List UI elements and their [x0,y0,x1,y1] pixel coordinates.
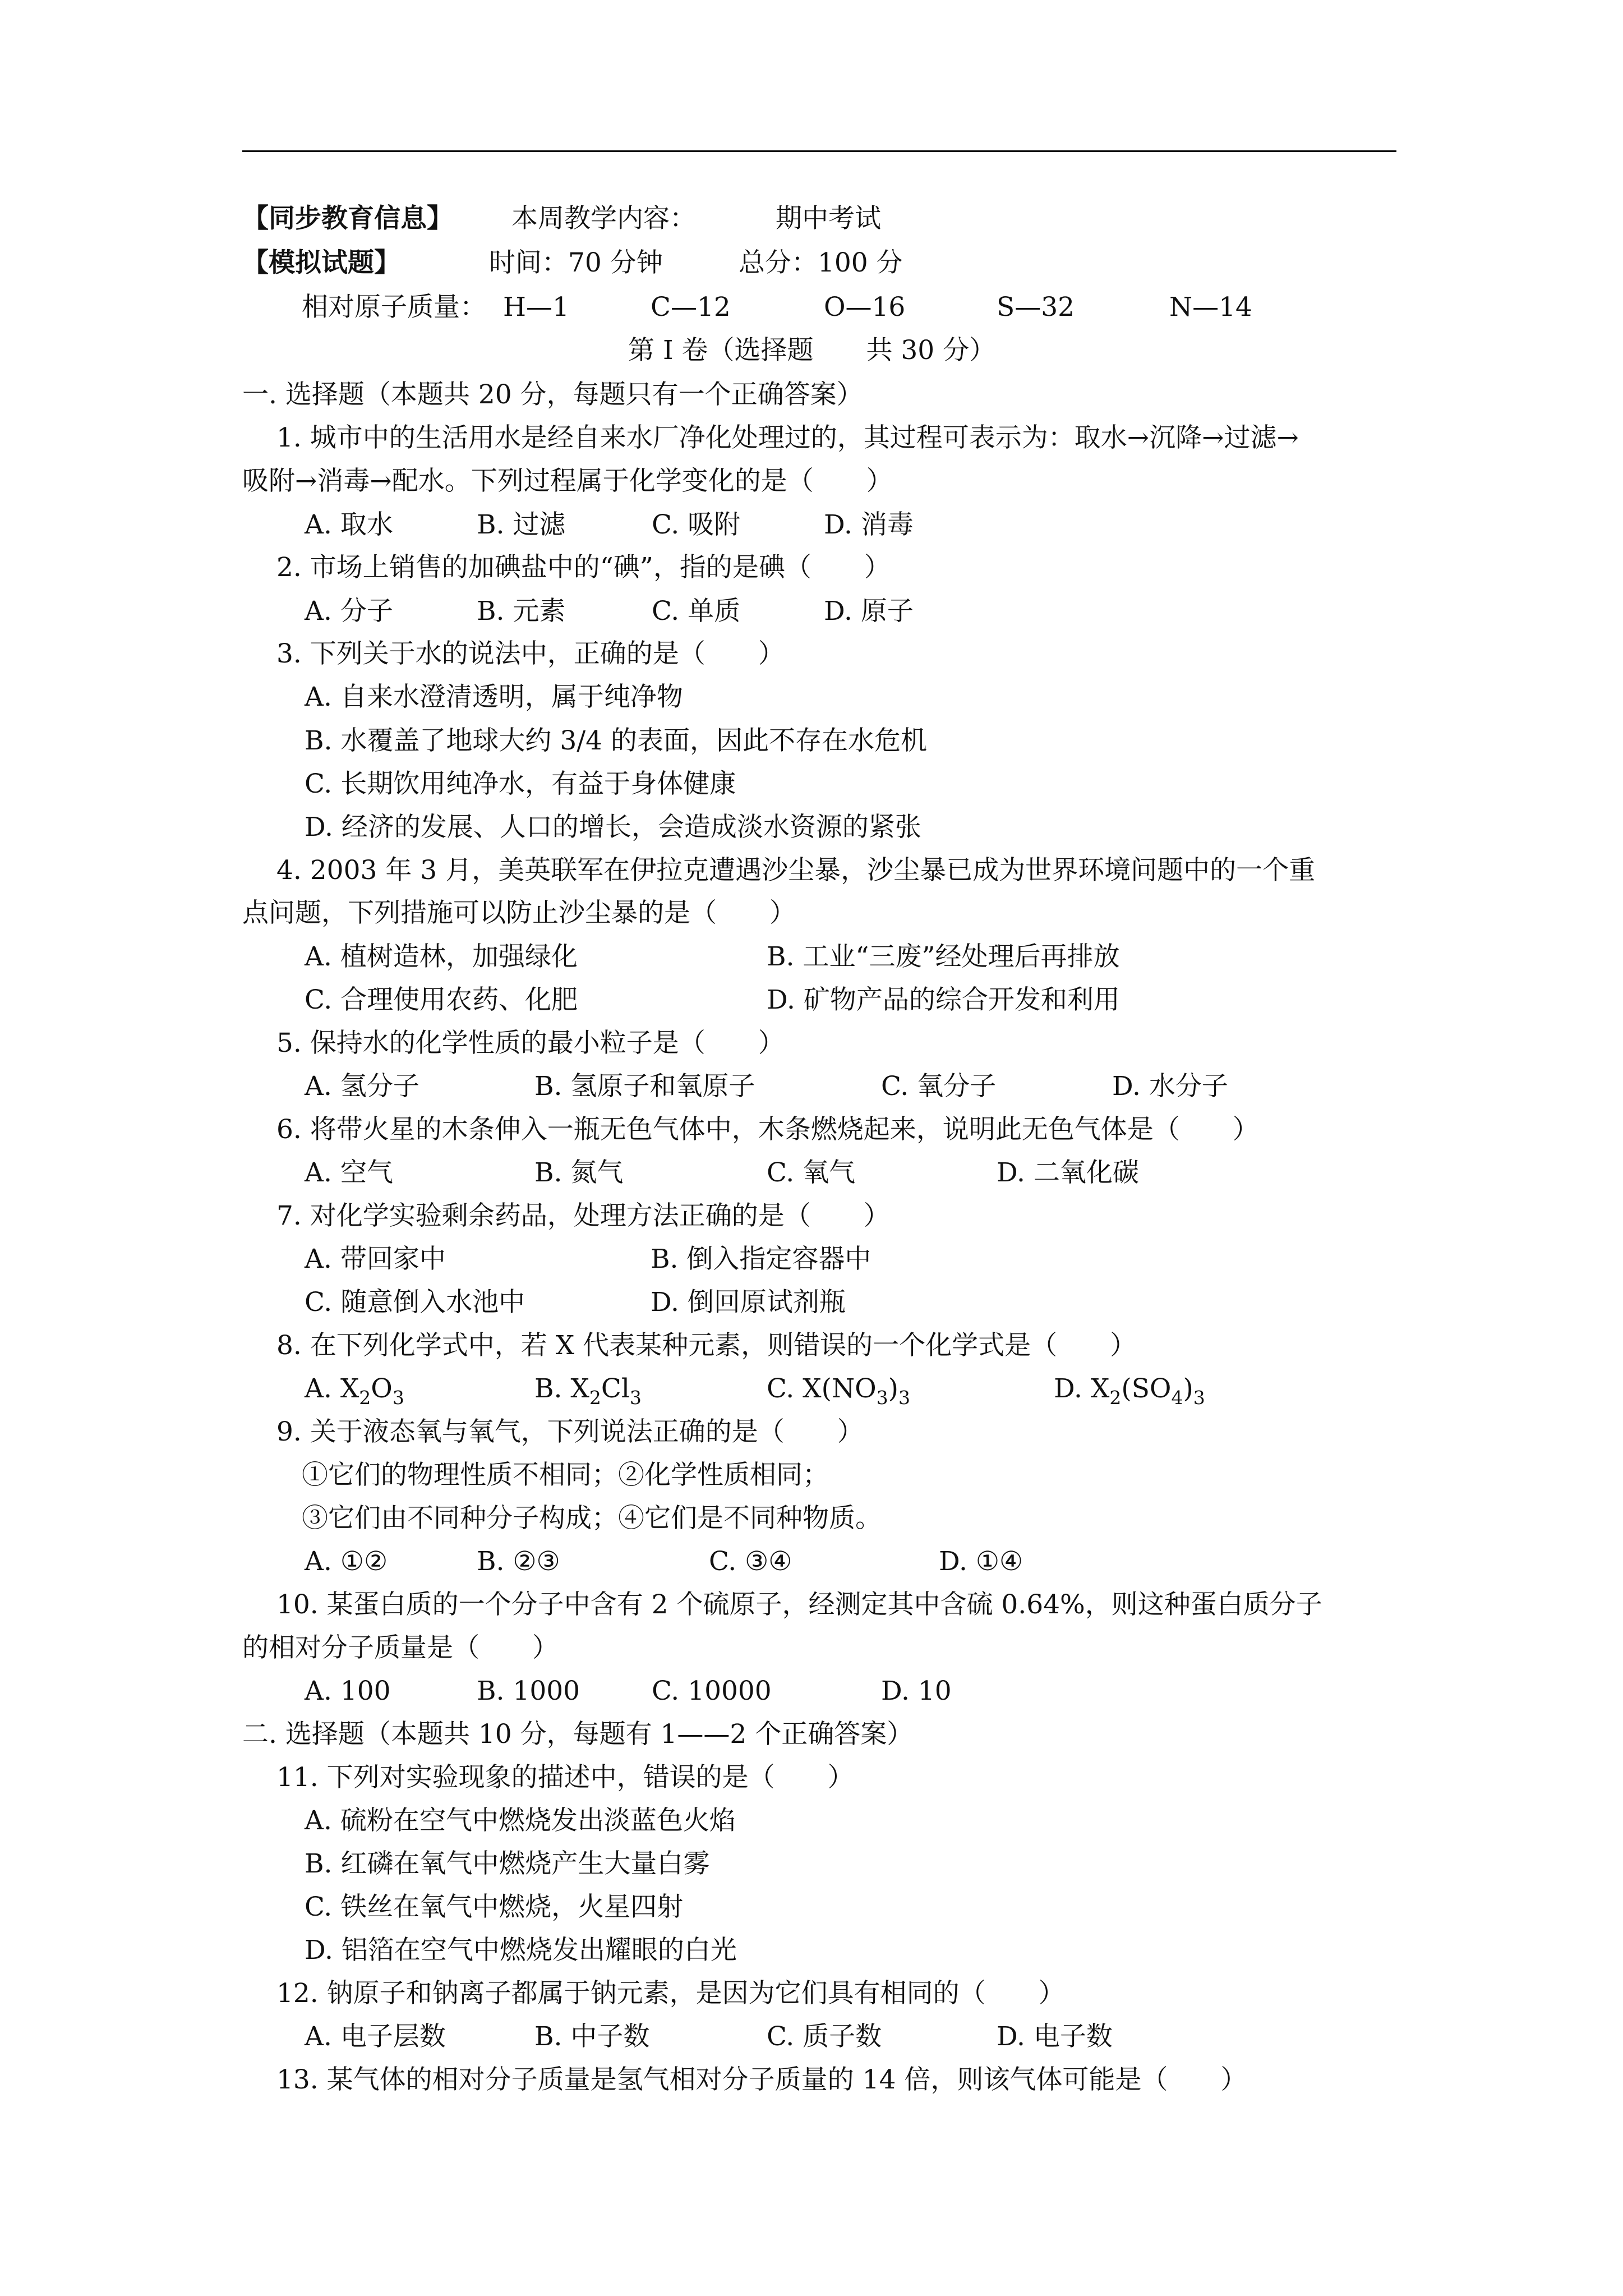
q8-option-b: B. $X_2Cl_3$ [534,1373,642,1409]
q9-statement1: ①它们的物理性质不相同；②化学性质相同； [302,1460,829,1490]
q10-line1: 10. 某蛋白质的一个分子中含有 2 个硫原子，经测定其中含硫 0.64%，则这种蛋白质分子 [276,1589,1322,1620]
q6-option-d: D. 二氧化碳 [997,1157,1139,1188]
q8-stem: 8. 在下列化学式中，若 X 代表某种元素，则错误的一个化学式是（ ） [276,1330,1137,1361]
atomic-mass-label: 相对原子质量： [302,292,486,323]
atomic-mass-h: H—1 [503,292,569,323]
q8-option-a: A. $X_2O_3$ [305,1373,404,1409]
q7-option-a: A. 带回家中 [305,1244,446,1274]
q5-option-b: B. 氢原子和氧原子 [534,1071,755,1102]
week-content-label: 本周教学内容： [511,203,696,234]
q10-option-d: D. 10 [881,1676,952,1706]
section2-title: 二. 选择题（本题共 10 分，每题有 1——2 个正确答案） [242,1719,914,1750]
q5-option-a: A. 氢分子 [305,1071,419,1102]
q11-option-b: B. 红磷在氧气中燃烧产生大量白雾 [305,1848,710,1879]
section1-title: 一. 选择题（本题共 20 分，每题只有一个正确答案） [242,379,863,410]
atomic-mass-c: C—12 [651,292,731,323]
q12-option-b: B. 中子数 [534,2021,650,2052]
q4-option-b: B. 工业“三废”经处理后再排放 [767,941,1120,972]
q4-option-a: A. 植树造林，加强绿化 [305,941,578,972]
q11-stem: 11. 下列对实验现象的描述中，错误的是（ ） [276,1762,854,1793]
q11-option-c: C. 铁丝在氧气中燃烧，火星四射 [305,1892,684,1922]
q12-option-a: A. 电子层数 [305,2021,446,2052]
q12-option-c: C. 质子数 [767,2021,882,2052]
q13-stem: 13. 某气体的相对分子质量是氢气相对分子质量的 14 倍，则该气体可能是（ ） [276,2064,1247,2095]
q10-option-c: C. 10000 [652,1676,772,1706]
exam-total: 总分：100 分 [739,247,903,278]
q9-statement2: ③它们由不同种分子构成；④它们是不同种物质。 [302,1503,882,1534]
q5-option-c: C. 氧分子 [881,1071,997,1102]
q4-option-c: C. 合理使用农药、化肥 [305,984,578,1015]
q2-stem: 2. 市场上销售的加碘盐中的“碘”，指的是碘（ ） [276,552,891,583]
atomic-mass-n: N—14 [1169,292,1252,323]
q12-option-d: D. 电子数 [997,2021,1113,2052]
volume-title: 第 I 卷（选择题 共 30 分） [628,335,996,366]
q1-option-c: C. 吸附 [652,509,741,540]
q9-option-d: D. ①④ [939,1546,1023,1577]
q1-option-a: A. 取水 [305,509,393,540]
q9-option-c: C. ③④ [709,1546,792,1577]
q11-option-a: A. 硫粉在空气中燃烧发出淡蓝色火焰 [305,1805,736,1836]
week-content-value: 期中考试 [776,203,881,234]
sync-label: 【同步教育信息】 [242,203,453,234]
q7-option-c: C. 随意倒入水池中 [305,1287,525,1318]
q3-option-b: B. 水覆盖了地球大约 3/4 的表面，因此不存在水危机 [305,725,927,756]
q3-option-a: A. 自来水澄清透明，属于纯净物 [305,682,683,712]
q6-option-a: A. 空气 [305,1157,393,1188]
q2-option-a: A. 分子 [305,596,393,627]
q3-stem: 3. 下列关于水的说法中，正确的是（ ） [276,638,785,669]
q10-option-a: A. 100 [305,1676,391,1706]
exam-time: 时间：70 分钟 [489,247,663,278]
q12-stem: 12. 钠原子和钠离子都属于钠元素，是因为它们具有相同的（ ） [276,1978,1065,2009]
q6-option-c: C. 氧气 [767,1157,856,1188]
q3-option-c: C. 长期饮用纯净水，有益于身体健康 [305,769,736,799]
q1-option-d: D. 消毒 [824,509,914,540]
q9-option-b: B. ②③ [477,1546,560,1577]
q5-stem: 5. 保持水的化学性质的最小粒子是（ ） [276,1028,785,1059]
q6-option-b: B. 氮气 [534,1157,624,1188]
q4-option-d: D. 矿物产品的综合开发和利用 [767,984,1120,1015]
q10-option-b: B. 1000 [477,1676,580,1706]
q8-option-d: D. $X_2(SO_4)_3$ [1054,1373,1205,1409]
q5-option-d: D. 水分子 [1112,1071,1228,1102]
q9-stem: 9. 关于液态氧与氧气，下列说法正确的是（ ） [276,1416,864,1447]
q2-option-d: D. 原子 [824,596,914,627]
q1-option-b: B. 过滤 [477,509,566,540]
q10-line2: 的相对分子质量是（ ） [242,1632,559,1663]
q4-line2: 点问题，下列措施可以防止沙尘暴的是（ ） [242,898,796,928]
q7-option-b: B. 倒入指定容器中 [651,1244,872,1274]
q11-option-d: D. 铝箔在空气中燃烧发出耀眼的白光 [305,1935,737,1966]
q7-stem: 7. 对化学实验剩余药品，处理方法正确的是（ ） [276,1200,890,1231]
mock-label: 【模拟试题】 [242,247,400,278]
q2-option-b: B. 元素 [477,596,566,627]
q9-option-a: A. ①② [305,1546,388,1577]
atomic-mass-s: S—32 [997,292,1075,323]
q2-option-c: C. 单质 [652,596,741,627]
q3-option-d: D. 经济的发展、人口的增长，会造成淡水资源的紧张 [305,812,921,843]
atomic-mass-o: O—16 [824,292,906,323]
q6-stem: 6. 将带火星的木条伸入一瓶无色气体中，木条燃烧起来，说明此无色气体是（ ） [276,1114,1259,1145]
q8-option-c: C. $X(NO_3)_3$ [767,1373,910,1409]
q1-line2: 吸附→消毒→配水。下列过程属于化学变化的是（ ） [242,466,893,496]
q7-option-d: D. 倒回原试剂瓶 [651,1287,846,1318]
q1-line1: 1. 城市中的生活用水是经自来水厂净化处理过的，其过程可表示为：取水→沉降→过滤→ [276,422,1299,453]
q4-line1: 4. 2003 年 3 月，美英联军在伊拉克遭遇沙尘暴，沙尘暴已成为世界环境问题中的一个重 [276,855,1316,886]
header-rule [242,150,1396,152]
